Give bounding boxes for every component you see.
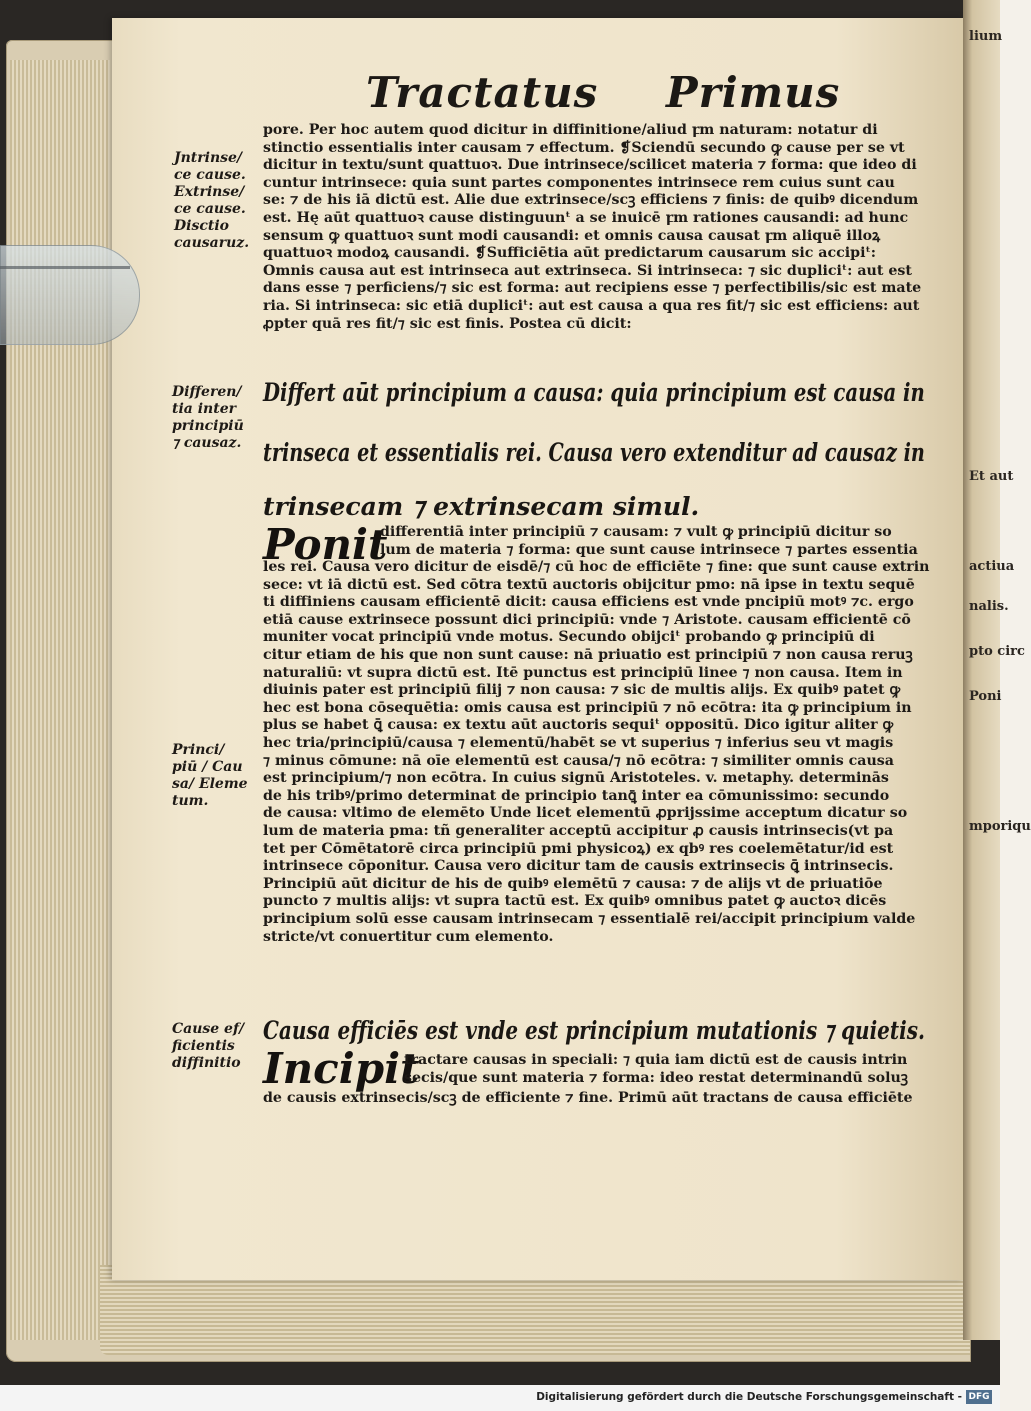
text-line: dans esse ⁊ perficiens/⁊ sic est forma: aut recipiens esse ⁊ perfectibilis/sic est mate xyxy=(263,280,922,297)
margin-note-line: sa/ Eleme xyxy=(172,776,248,792)
text-line: Principiū aūt dicitur de his de quibꝰ elemētū ⁊ causa: ⁊ de alijs vt de priuatiōe xyxy=(263,875,883,892)
text-line: ⁊ minus cōmune: nā oīe elementū est causa/⁊ nō ecōtra: ⁊ similiter omnis causa xyxy=(263,752,894,769)
text-line: differentiā inter principiū ⁊ causam: ⁊ vult ꝙ principiū dicitur so xyxy=(380,524,892,540)
margin-note-line: Cause ef/ xyxy=(172,1021,245,1037)
text-line: ti diffiniens causam efficientē dicit: causa efficiens est vnde pncipiū motꝰ ⁊c. ergo xyxy=(263,594,914,611)
facing-page-fragment: mporiqu xyxy=(969,819,1031,834)
large-text-line: Differt aūt principium a causa: quia principium est causa in xyxy=(263,378,925,407)
text-line: muniter vocat principiū vnde motus. Secundo obijciᵗ probando ꝙ principiū di xyxy=(263,629,875,646)
dfg-logo: DFG xyxy=(966,1390,992,1404)
text-line: diuinis pater est principiū filij ⁊ non causa: ⁊ sic de multis alijs. Ex quibꝰ patet ꝙ xyxy=(263,682,901,699)
page-clip-line xyxy=(0,266,130,269)
margin-note-line: ⁊ causaz. xyxy=(172,435,242,451)
margin-note-line: tum. xyxy=(172,793,209,809)
footer-bar xyxy=(0,1385,1000,1411)
text-line: lum de materia ⁊ forma: que sunt cause intrinsece ⁊ partes essentia xyxy=(380,541,918,558)
text-line: stinctio essentialis inter causam ⁊ effectum. ❡Sciendū secundo ꝙ cause per se vt xyxy=(263,139,905,156)
text-line: est principium/⁊ non ecōtra. In cuius signū Aristoteles. v. metaphy. determinās xyxy=(263,770,889,787)
text-line: de causa: vltimo de elemēto Unde licet elementū ꝓprijssime acceptum dicatur so xyxy=(263,805,908,822)
text-line: hec est bona cōsequētia: omis causa est principiū ⁊ nō ecōtra: ita ꝙ principium in xyxy=(263,699,912,716)
text-line: plus se habet ꝗ̄ causa: ex textu aūt auctoris sequiᵗ oppositū. Dico igitur aliter ꝙ xyxy=(263,717,894,734)
text-line: Omnis causa aut est intrinseca aut extrinseca. Si intrinseca: ⁊ sic dupliciᵗ: aut est xyxy=(263,262,912,279)
large-text-line: trinsecam ⁊ extrinsecam simul. xyxy=(263,492,700,521)
text-line: tractare causas in speciali: ⁊ quia iam dictū est de causis intrin xyxy=(404,1052,908,1068)
initial-word: Incipit xyxy=(263,1044,420,1093)
text-line: naturaliū: vt supra dictū est. Itē punctus est principiū linee ⁊ non causa. Item in xyxy=(263,664,903,681)
text-line: lum de materia pma: tñ generaliter acceptū accipitur ꝓ causis intrinsecis(vt pa xyxy=(263,823,894,839)
large-text-line: Causa efficiēs est vnde est principium mutationis ⁊ quietis. xyxy=(263,1016,925,1045)
text-line: cuntur intrinsece: quia sunt partes componentes intrinsece rem cuius sunt cau xyxy=(263,174,895,191)
text-line: ꝓpter quā res fit/⁊ sic est finis. Postea cū dicit: xyxy=(263,315,632,332)
margin-note-line: Jntrinse/ xyxy=(174,150,243,166)
text-line: ria. Si intrinseca: sic etiā dupliciᵗ: aut est causa a qua res fit/⁊ sic est efficiens: aut xyxy=(263,298,920,314)
facing-page xyxy=(963,0,1031,1340)
text-line: de his tribꝰ/primo determinat de principio tanꝗ̄ inter ea cōmunissimo: secundo xyxy=(263,787,890,804)
facing-page-fragment: nalis. xyxy=(969,599,1009,614)
text-line: pore. Per hoc autem quod dicitur in diffinitione/aliud ꝼm naturam: notatur di xyxy=(263,122,878,138)
margin-note-line: principiū xyxy=(172,418,244,434)
margin-note-line: Differen/ xyxy=(172,384,242,400)
margin-note-line: ficientis xyxy=(172,1038,235,1054)
large-text-line: trinseca et essentialis rei. Causa vero extenditur ad causaz in xyxy=(263,438,925,467)
text-line: quattuoꝛ modoꝝ causandi. ❡Sufficiētia aūt predictarum causarum sic accipiᵗ: xyxy=(263,245,876,262)
margin-note-line: diffinitio xyxy=(172,1055,241,1071)
facing-page-fragment: Poni xyxy=(969,689,1002,704)
text-line: dicitur in textu/sunt quattuoꝛ. Due intrinsece/scilicet materia ⁊ forma: que ideo di xyxy=(263,157,917,174)
text-line: les rei. Causa vero dicitur de eisdē/⁊ cū hoc de efficiēte ⁊ fine: que sunt cause extrin xyxy=(263,559,930,575)
text-line: sensum ꝙ quattuoꝛ sunt modi causandi: et omnis causa causat ꝼm aliquē illoꝝ xyxy=(263,227,881,244)
text-line: tet per Cōmētatorē circa principiū pmi physicoꝝ) ex qbꝰ res coelemētatur/id est xyxy=(263,840,894,857)
margin-note-line: Princi/ xyxy=(172,742,225,758)
margin-note-line: Disctio xyxy=(174,218,229,234)
text-line: est. Hę aūt quattuoꝛ cause distinguunᵗ a se inuicē ꝼm rationes causandi: ad hunc xyxy=(263,210,909,226)
margin-note-line: Extrinse/ xyxy=(174,184,245,200)
text-line: intrinsece cōponitur. Causa vero dicitur tam de causis extrinsecis ꝗ̄ intrinsecis. xyxy=(263,858,894,875)
footer-credit: Digitalisierung gefördert durch die Deutsche Forschungsgemeinschaft - xyxy=(536,1391,962,1403)
text-line: etiā cause extrinsece possunt dici principiū: vnde ⁊ Aristote. causam efficientē cō xyxy=(263,611,911,628)
facing-page-fragment: actiua xyxy=(969,559,1015,574)
text-line: secis/que sunt materia ⁊ forma: ideo restat determinandū soluꝫ xyxy=(404,1069,909,1086)
margin-note-line: causaruz. xyxy=(174,235,250,251)
margin-note-line: tia inter xyxy=(172,401,236,417)
facing-page-fragment: lium xyxy=(969,29,1003,44)
margin-note-line: ce cause. xyxy=(174,167,246,183)
text-line: citur etiam de his que non sunt cause: nā priuatio est principiū ⁊ non causa reruꝫ xyxy=(263,647,913,663)
facing-page-fragment: Et aut xyxy=(969,469,1014,484)
text-line: puncto ⁊ multis alijs: vt supra tactū est. Ex quibꝰ omnibus patet ꝙ auctoꝛ dicēs xyxy=(263,893,887,910)
text-line: stricte/vt conuertitur cum elemento. xyxy=(263,928,554,945)
running-header-right: Primus xyxy=(666,68,841,117)
initial-word: Ponit xyxy=(263,520,388,569)
text-line: se: ⁊ de his iā dictū est. Alie due extrinsece/scꝫ efficiens ⁊ finis: de quibꝰ dicendum xyxy=(263,192,919,209)
text-line: principium solū esse causam intrinsecam ⁊ essentialē rei/accipit principium valde xyxy=(263,911,916,927)
text-line: hec tria/principiū/causa ⁊ elementū/habēt se vt superius ⁊ inferius seu vt magis xyxy=(263,735,894,751)
page-clip-holder xyxy=(0,245,140,345)
running-header-left: Tractatus xyxy=(366,68,599,117)
facing-page-fragment: pto circ xyxy=(969,644,1025,659)
margin-note-line: piū / Cau xyxy=(172,759,243,775)
margin-note-line: ce cause. xyxy=(174,201,246,217)
text-line: de causis extrinsecis/scꝫ de efficiente ⁊ fine. Primū aūt tractans de causa efficiēte xyxy=(263,1090,913,1106)
text-line: sece: vt iā dictū est. Sed cōtra textū auctoris obijcitur pmo: nā ipse in textu sequē xyxy=(263,576,915,593)
